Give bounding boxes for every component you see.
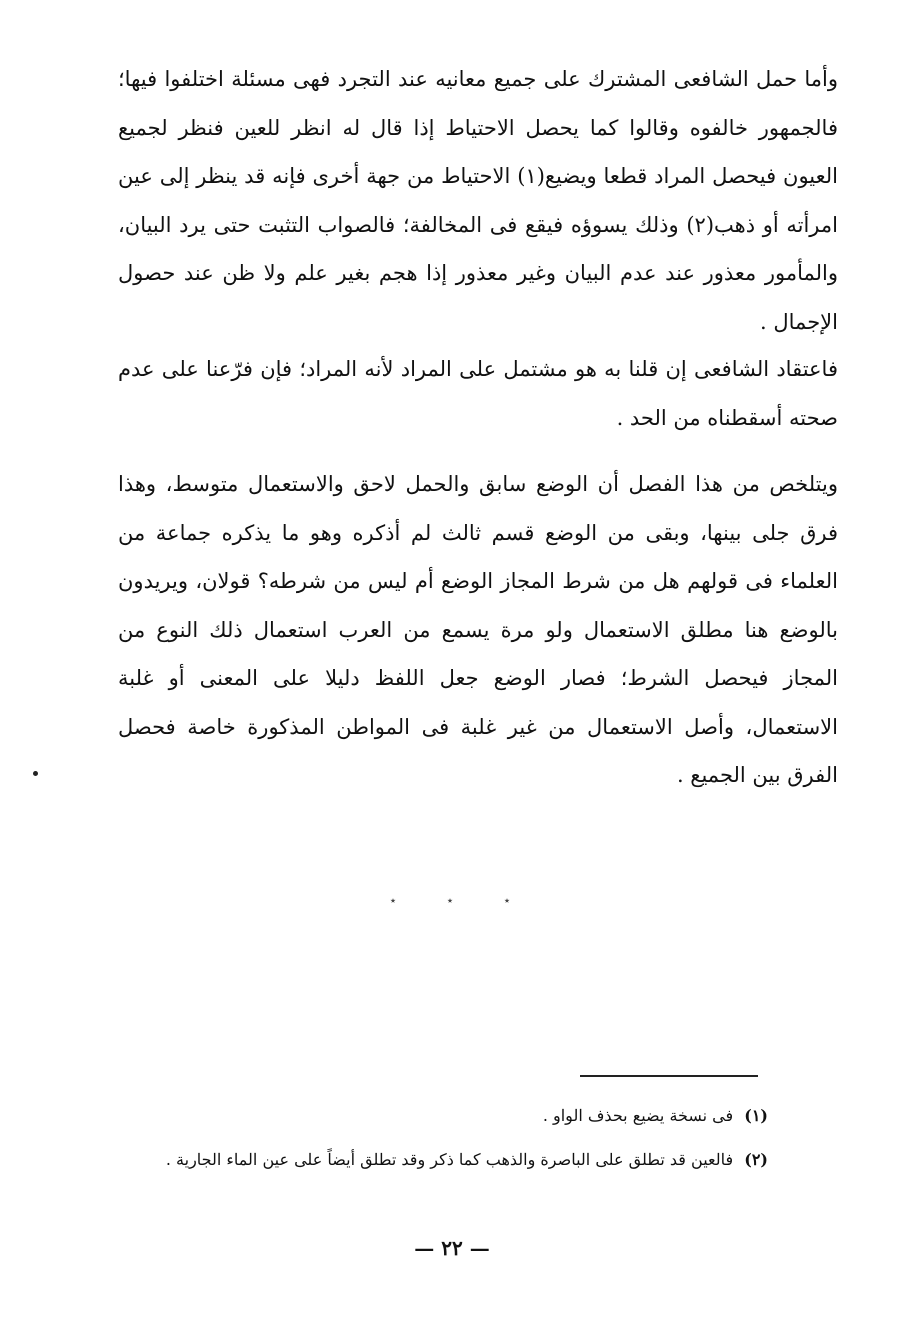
footnote-item <box>118 1144 768 1176</box>
asterism-star: ٭ <box>390 894 396 907</box>
footnote-item <box>118 1100 768 1132</box>
margin-dot <box>33 771 38 776</box>
asterism-star: ٭ <box>504 894 510 907</box>
footnote-divider <box>580 1075 758 1077</box>
paragraph-summary <box>118 460 838 800</box>
paragraph-shafii-mushtarak <box>118 55 838 346</box>
section-separator <box>390 894 510 907</box>
paragraph-text: فاعتقاد الشافعى إن قلنا به هو مشتمل على المراد لأنه المراد؛ فإن فرّعنا على عدم صحته أسقطناه من الحد . <box>118 357 838 430</box>
page-number: — ٢٢ — <box>414 1236 490 1260</box>
footnote-number: (٢) <box>744 1150 768 1169</box>
footnote-text: فالعين قد تطلق على الباصرة والذهب كما ذكر وقد تطلق أيضاً على عين الماء الجارية . <box>165 1150 734 1169</box>
footnotes <box>118 1100 768 1188</box>
paragraph-text: ويتلخص من هذا الفصل أن الوضع سابق والحمل لاحق والاستعمال متوسط، وهذا فرق جلى بينها، وبقى من الوضع قسم ثالث لم أذكره وهو ما يذكره جماعة من العلماء فى قولهم هل من شرط المجاز الوضع أم ليس من شرطه؟ قولان، ويريدون بالوضع هنا مطلق الاستعمال ولو مرة يسمع من العرب استعمال ذلك النوع من المجاز فيحصل الشرط؛ فصار الوضع جعل اللفظ دليلا على المعنى أو غلبة الاستعمال، وأصل الاستعمال من غير غلبة فى المواطن المذكورة خاصة فحصل الفرق بين الجميع . <box>118 472 838 787</box>
footnote-text: فى نسخة يضيع بحذف الواو . <box>542 1106 734 1125</box>
paragraph-text: وأما حمل الشافعى المشترك على جميع معانيه عند التجرد فهى مسئلة اختلفوا فيها؛ فالجمهور خالفوه وقالوا كما يحصل الاحتياط إذا قال له انظر للعين فنظر لجميع العيون فيحصل المراد قطعا ويضيع(١) الاحتياط من جهة أخرى فإنه قد ينظر إلى عين امرأته أو ذهب(٢) وذلك يسوؤه فيقع فى المخالفة؛ فالصواب التثبت حتى يرد البيان، والمأمور معذور عند عدم البيان وغير معذور إذا هجم بغير علم ولا ظن عند حصول الإجمال . <box>118 67 838 334</box>
footnote-number: (١) <box>744 1106 768 1125</box>
paragraph-shafii-belief <box>118 345 838 442</box>
asterism-star: ٭ <box>447 894 453 907</box>
